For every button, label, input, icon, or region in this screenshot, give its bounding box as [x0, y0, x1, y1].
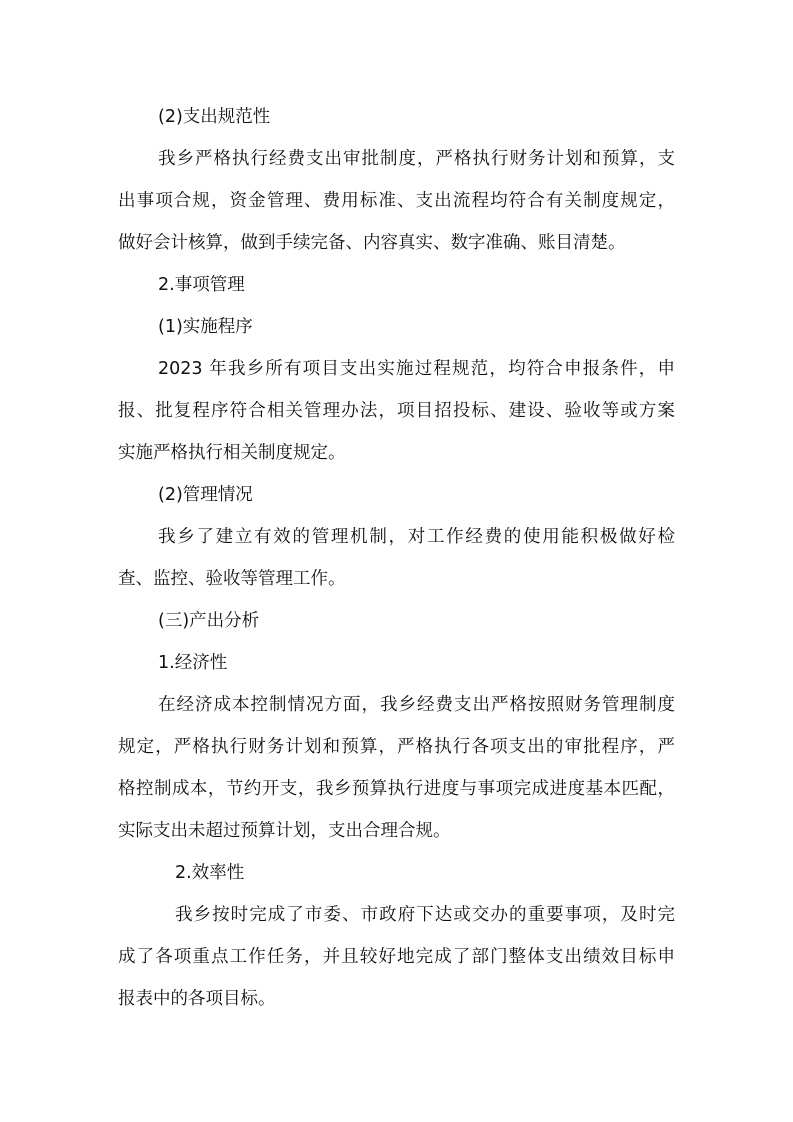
paragraph-line: 在经济成本控制情况方面，我乡经费支出严格按照财务管理制度: [158, 695, 675, 715]
paragraph-line: 查、监控、验收等管理工作。: [118, 569, 346, 589]
paragraph-line: 出事项合规，资金管理、费用标准、支出流程均符合有关制度规定，: [118, 191, 675, 211]
paragraph-line: 成了各项重点工作任务，并且较好地完成了部门整体支出绩效目标申: [118, 947, 675, 967]
paragraph-line: 我乡按时完成了市委、市政府下达或交办的重要事项，及时完: [175, 905, 675, 925]
paragraph-line: 我乡严格执行经费支出审批制度，严格执行财务计划和预算，支: [158, 149, 675, 169]
subheading-expenditure-compliance: (2)支出规范性: [158, 107, 271, 127]
subheading-output-analysis: (三)产出分析: [158, 611, 260, 631]
subheading-management-situation: (2)管理情况: [158, 485, 253, 505]
paragraph-line: 报表中的各项目标。: [118, 989, 276, 1009]
paragraph-line: 我乡了建立有效的管理机制，对工作经费的使用能积极做好检: [158, 527, 675, 547]
paragraph-line: 实施严格执行相关制度规定。: [118, 443, 346, 463]
subheading-economy: 1.经济性: [158, 653, 228, 673]
paragraph-line: 实际支出未超过预算计划，支出合理合规。: [118, 821, 451, 841]
subheading-implementation-procedure: (1)实施程序: [158, 317, 253, 337]
paragraph-line: 格控制成本，节约开支，我乡预算执行进度与事项完成进度基本匹配，: [118, 779, 675, 799]
paragraph-line: 2023 年我乡所有项目支出实施过程规范，均符合申报条件，申: [158, 359, 675, 379]
subheading-item-management: 2.事项管理: [158, 275, 245, 295]
subheading-efficiency: 2.效率性: [175, 863, 245, 883]
paragraph-line: 规定，严格执行财务计划和预算，严格执行各项支出的审批程序，严: [118, 737, 675, 757]
paragraph-line: 报、批复程序符合相关管理办法，项目招投标、建设、验收等或方案: [118, 401, 675, 421]
paragraph-line: 做好会计核算，做到手续完备、内容真实、数字准确、账目清楚。: [118, 233, 626, 253]
